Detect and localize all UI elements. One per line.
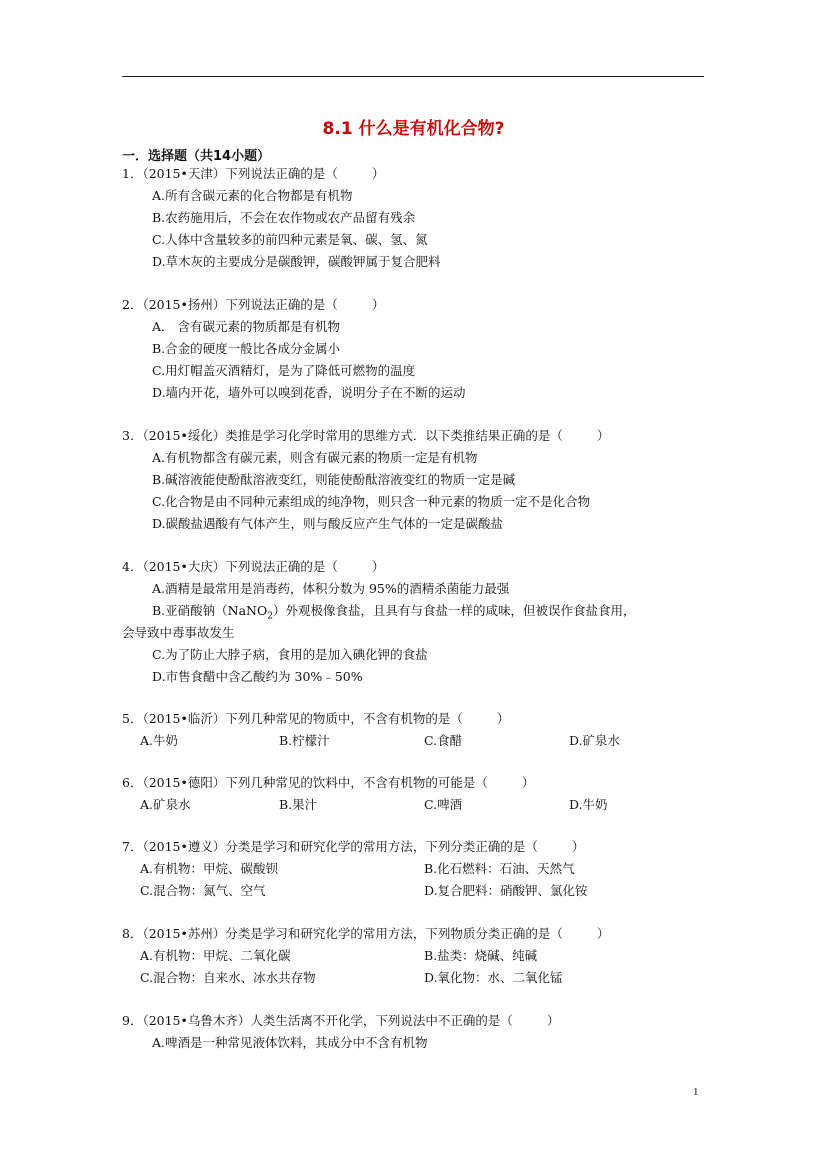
question-2-option-c: C.用灯帽盖灭酒精灯，是为了降低可燃物的温度	[152, 363, 416, 378]
question-7-options-row-1	[0, 859, 827, 879]
question-4-stem: 4．（2015•大庆）下列说法正确的是（ ）	[122, 559, 385, 574]
question-4-option-a: A.酒精是最常用是消毒药，体积分数为 95%的酒精杀菌能力最强	[152, 581, 510, 596]
question-5-option-d: D.矿泉水	[569, 733, 621, 748]
question-7-option-b: B.化石燃料：石油、天然气	[424, 861, 575, 876]
question-5-option-b: B.柠檬汁	[279, 733, 330, 748]
question-4-option-b-continued: 会导致中毒事故发生	[122, 625, 235, 640]
question-1-option-c: C.人体中含量较多的前四种元素是氧、碳、氢、氮	[152, 232, 428, 247]
question-8-stem: 8．（2015•苏州）分类是学习和研究化学的常用方法，下列物质分类正确的是（ ）	[122, 926, 610, 941]
question-8-option-c: C.混合物：自来水、冰水共存物	[140, 970, 316, 985]
question-5-option-c: C.食醋	[424, 733, 463, 748]
question-4-option-d: D.市售食醋中含乙酸约为 30%﹣50%	[152, 669, 363, 684]
question-5-options	[0, 731, 827, 751]
question-3-option-b: B.碱溶液能使酚酞溶液变红，则能使酚酞溶液变红的物质一定是碱	[152, 472, 516, 487]
header-rule	[122, 76, 704, 77]
question-1-stem: 1．（2015•天津）下列说法正确的是（ ）	[122, 166, 385, 181]
question-7-option-a: A.有机物：甲烷、碳酸钡	[140, 861, 279, 876]
question-6-stem: 6．（2015•德阳）下列几种常见的饮料中，不含有机物的可能是（ ）	[122, 775, 535, 790]
page-title: 8.1 什么是有机化合物?	[322, 119, 505, 139]
question-8-option-d: D.氧化物：水、二氧化锰	[424, 970, 563, 985]
question-3-stem: 3．（2015•绥化）类推是学习化学时常用的思维方式．以下类推结果正确的是（ ）	[122, 428, 610, 443]
question-2-option-d: D.墙内开花，墙外可以嗅到花香，说明分子在不断的运动	[152, 385, 466, 400]
question-2-option-b: B.合金的硬度一般比各成分金属小	[152, 341, 341, 356]
question-2-stem: 2．（2015•扬州）下列说法正确的是（ ）	[122, 297, 385, 312]
question-1-option-d: D.草木灰的主要成分是碳酸钾，碳酸钾属于复合肥料	[152, 254, 441, 269]
question-8-option-a: A.有机物：甲烷、二氧化碳	[140, 948, 291, 963]
page-number: 1	[693, 1086, 699, 1098]
question-5-option-a: A.牛奶	[140, 733, 179, 748]
question-6-option-d: D.牛奶	[569, 797, 608, 812]
section-heading: 一．选择题（共14小题）	[122, 149, 271, 164]
question-9-stem: 9．（2015•乌鲁木齐）人类生活离不开化学，下列说法中不正确的是（ ）	[122, 1013, 560, 1028]
question-7-options-row-2	[0, 881, 827, 901]
question-3-option-c: C.化合物是由不同种元素组成的纯净物，则只含一种元素的物质一定不是化合物	[152, 494, 591, 509]
question-3-option-d: D.碳酸盐遇酸有气体产生，则与酸反应产生气体的一定是碳酸盐	[152, 516, 504, 531]
question-6-option-a: A.矿泉水	[140, 797, 191, 812]
question-3-option-a: A.有机物都含有碳元素，则含有碳元素的物质一定是有机物	[152, 450, 478, 465]
question-4-option-c: C.为了防止大脖子病，食用的是加入碘化钾的食盐	[152, 647, 428, 662]
question-4-option-b: B.亚硝酸钠（NaNO$_2$）外观极像食盐，且具有与食盐一样的咸味，但被误作食盐食用，	[152, 603, 636, 622]
question-6-options	[0, 795, 827, 815]
question-6-option-c: C.啤酒	[424, 797, 463, 812]
question-9-option-a: A.啤酒是一种常见液体饮料，其成分中不含有机物	[152, 1035, 428, 1050]
question-5-stem: 5．（2015•临沂）下列几种常见的物质中，不含有机物的是（ ）	[122, 711, 510, 726]
question-2-option-a: A． 含有碳元素的物质都是有机物	[152, 319, 341, 334]
question-7-stem: 7．（2015•遵义）分类是学习和研究化学的常用方法，下列分类正确的是（ ）	[122, 839, 585, 854]
question-1-option-a: A.所有含碳元素的化合物都是有机物	[152, 188, 353, 203]
question-8-option-b: B.盐类：烧碱、纯碱	[424, 948, 538, 963]
question-8-options-row-1	[0, 946, 827, 966]
question-7-option-d: D.复合肥料：硝酸钾、氯化铵	[424, 883, 588, 898]
question-7-option-c: C.混合物：氮气、空气	[140, 883, 266, 898]
question-6-option-b: B.果汁	[279, 797, 318, 812]
question-8-options-row-2	[0, 968, 827, 988]
question-1-option-b: B.农药施用后，不会在农作物或农产品留有残余	[152, 210, 416, 225]
